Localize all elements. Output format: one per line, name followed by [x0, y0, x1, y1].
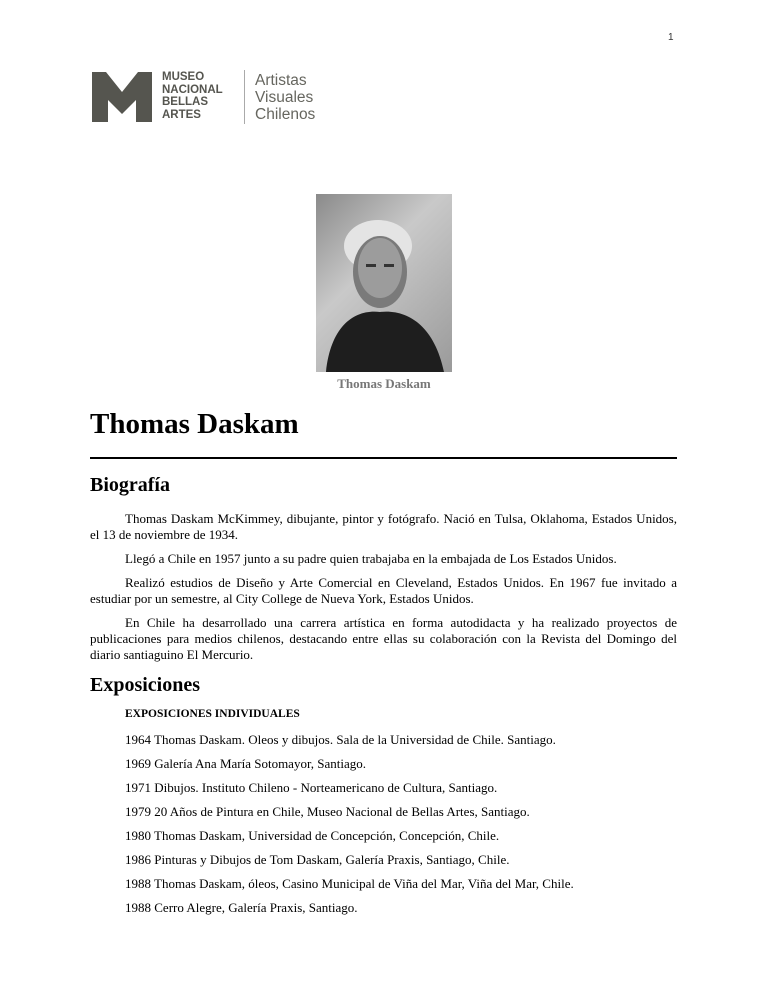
- page-title: Thomas Daskam: [90, 408, 299, 440]
- exhibition-item: 1988 Cerro Alegre, Galería Praxis, Santiago.: [125, 900, 358, 915]
- exposiciones-subheading: EXPOSICIONES INDIVIDUALES: [125, 708, 300, 720]
- photo-caption: Thomas Daskam: [337, 376, 431, 391]
- m-logo-icon: [92, 72, 152, 122]
- bio-paragraph: Llegó a Chile en 1957 junto a su padre quien trabajaba en la embajada de Los Estados Unidos.: [125, 551, 617, 566]
- logo-line: ARTES: [162, 108, 201, 121]
- logo-line: BELLAS: [162, 96, 208, 108]
- logo-line: Artistas: [255, 72, 307, 89]
- exhibition-item: 1969 Galería Ana María Sotomayor, Santiago.: [125, 756, 367, 771]
- page-number: 1: [668, 32, 674, 43]
- bio-paragraph: Realizó estudios de Diseño y Arte Comercial en Cleveland, Estados Unidos. En 1967 fue invitado a estudiar por un semestre, al City College de Nueva York, Estados Unidos.: [90, 575, 677, 606]
- exhibition-item: 1988 Thomas Daskam, óleos, Casino Municipal de Viña del Mar, Viña del Mar, Chile.: [125, 876, 574, 891]
- biografia-section: [90, 511, 677, 671]
- logo-museo-text: [162, 71, 223, 121]
- bio-paragraph: En Chile ha desarrollado una carrera artística en forma autodidacta y ha realizado proyectos de publicaciones para medios chilenos, destacando entre ellas su colaboración con la Revista del Domingo del diario santiaguino El Mercurio.: [90, 615, 677, 662]
- artist-photo: [316, 194, 452, 372]
- museum-logo: [92, 70, 332, 124]
- logo-line: NACIONAL: [162, 83, 223, 96]
- exposiciones-list: [125, 708, 574, 924]
- exhibition-item: 1980 Thomas Daskam, Universidad de Concepción, Concepción, Chile.: [125, 828, 500, 843]
- title-rule: [90, 457, 677, 459]
- bio-paragraph: Thomas Daskam McKimmey, dibujante, pintor y fotógrafo. Nació en Tulsa, Oklahoma, Estados Unidos, el 13 de noviembre de 1934.: [90, 511, 677, 542]
- logo-artistas-text: [255, 72, 315, 123]
- biografia-heading: Biografía: [90, 474, 170, 496]
- logo-line: Visuales: [255, 89, 314, 106]
- exhibition-item: 1964 Thomas Daskam. Oleos y dibujos. Sala de la Universidad de Chile. Santiago.: [125, 732, 556, 747]
- exhibition-item: 1971 Dibujos. Instituto Chileno - Norteamericano de Cultura, Santiago.: [125, 780, 498, 795]
- exhibition-item: 1986 Pinturas y Dibujos de Tom Daskam, Galería Praxis, Santiago, Chile.: [125, 852, 510, 867]
- exhibition-item: 1979 20 Años de Pintura en Chile, Museo Nacional de Bellas Artes, Santiago.: [125, 804, 530, 819]
- logo-line: MUSEO: [162, 71, 205, 83]
- logo-divider: [244, 70, 245, 124]
- logo-line: Chilenos: [255, 106, 316, 123]
- exposiciones-heading: Exposiciones: [90, 674, 201, 696]
